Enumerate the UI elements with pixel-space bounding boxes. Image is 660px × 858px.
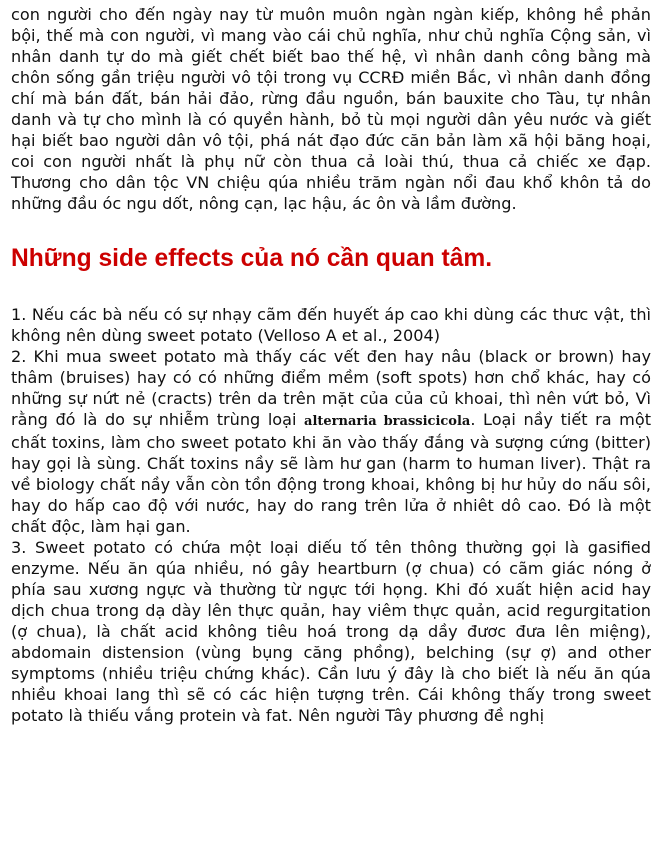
intro-paragraph: con người cho đến ngày nay từ muôn muôn ngàn ngàn kiếp, không hề phản bội, thế mà con người, vì mang vào cái chủ nghĩa, như chủ nghĩa Cộng sản, vì nhân danh tự do mà giết chết biết bao thế hệ, vì nhân danh công bằng mà chôn sống gần triệu người vô tội trong vụ CCRĐ miền Bắc, vì nhân danh đồng chí mà bán đất, bán hải đảo, rừng đầu nguồn, bán bauxite cho Tàu, tự nhân danh và tự cho mình là có quyền hành, bỏ tù mọi người dân yêu nước và giết hại biết bao người dân vô tội, phá nát đạo đức căn bản làm xã hội băng hoại, coi con người nhất là phụ nữ còn thua cả loài thú, thua cả chiếc xe đạp. Thương cho dân tộc VN chiệu qúa nhiều trăm ngàn nổi đau khổ khôn tả do những đầu óc ngu dốt, nông cạn, lạc hậu, ác ôn và lầm đường. xyxy=(11,5,651,213)
side-effects-list xyxy=(11,304,651,726)
species-name: alternaria brassicicola xyxy=(304,414,471,429)
document-page xyxy=(11,4,651,726)
list-item-2-text-a: 2. Khi mua sweet potato mà thấy các vết đen hay nâu (black or brown) hay thâm (bruises) hay có có những điểm mềm (soft spots) hơn chổ khác, hay có những sự nứt nẻ (cracts) trên da trên mặt của của củ khoai, thì nên vứt bỏ, Vì rằng đó là do sự nhiễm trùng loại xyxy=(11,347,651,429)
list-item-3: 3. Sweet potato có chứa một loại diếu tố tên thông thường gọi là gasified enzyme. Nếu ăn qúa nhiều, nó gây heartburn (ợ chua) có cãm giác nóng ở phía sau xương ngực và thường từ ngực tới họng. Khi đó xuất hiện acid hay dịch chua trong dạ dày lên thực quản, hay viêm thực quản, acid regurgitation (ợ chua), là chất acid không tiêu hoá trong dạ dầy đươc đưa lên miệng), abdomain distension (vùng bụng căng phồng), belching (sự ợ) and other symptoms (nhiều triệu chứng khác). Cần lưu ý đây là cho biết là nếu ăn qúa nhiều khoai lang thì sẽ có các hiện tượng trên. Cái không thấy trong sweet potato là thiếu vắng protein và fat. Nên người Tây phương đề nghị xyxy=(11,538,651,725)
list-item-1: 1. Nếu các bà nếu có sự nhạy cãm đến huyết áp cao khi dùng các thưc vật, thì không nên dùng sweet potato (Velloso A et al., 2004) xyxy=(11,305,651,345)
list-item-2-text-b: . Loại nầy tiết ra một chất toxins, làm cho sweet potato khi ăn vào thấy đắng và sượng cứng (bitter) hay gọi là sùng. Chất toxins nầy sẽ làm hư gan (harm to human liver). Thật ra về biology chất nầy vẫn còn tồn động trong khoai, không bị hư hủy do nấu sôi, hay do hấp cao độ với nước, hay do rang trên lửa ở nhiêt dô cao. Đó là một chất độc, làm hại gan. xyxy=(11,410,652,536)
list-item-2 xyxy=(11,346,651,537)
section-heading: Những side effects của nó cần quan tâm. xyxy=(11,245,493,272)
